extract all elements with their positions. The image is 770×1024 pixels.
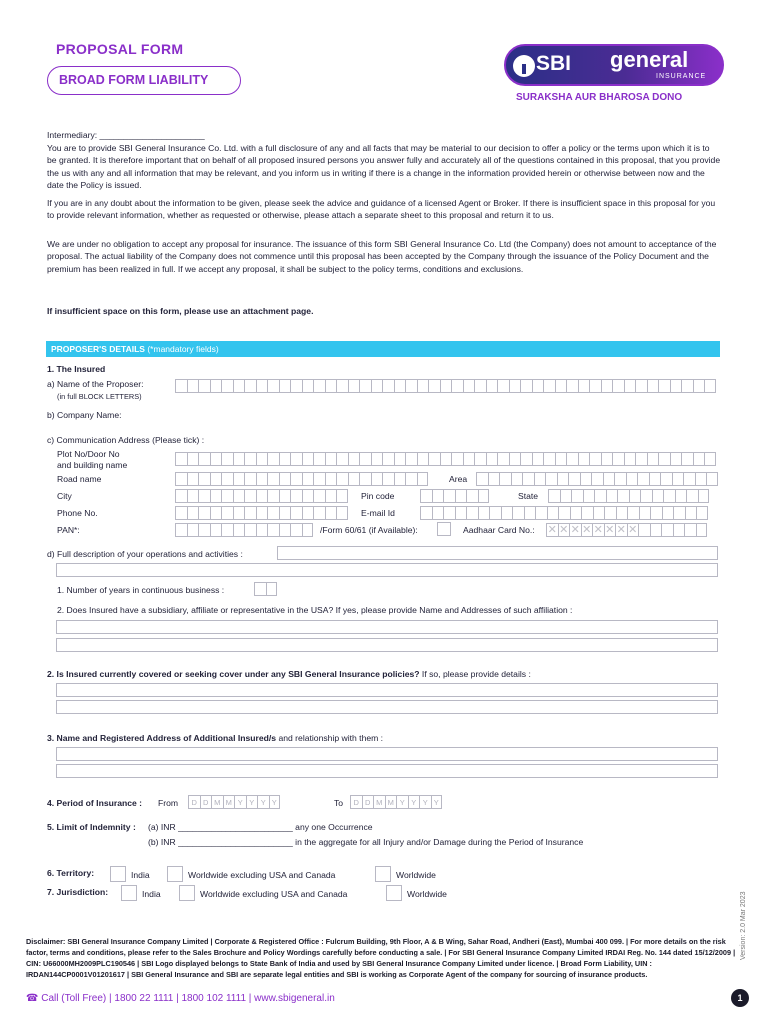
territory-label: 6. Territory:: [47, 868, 95, 878]
years-label: 1. Number of years in continuous business :: [57, 585, 225, 595]
q3-input-2[interactable]: [56, 764, 718, 778]
period-to-label: To: [334, 798, 344, 808]
form-title: PROPOSAL FORM: [56, 41, 184, 57]
area-cells[interactable]: [476, 472, 718, 486]
operations-input-1[interactable]: [277, 546, 718, 560]
territory-worldwide-checkbox[interactable]: [375, 866, 391, 882]
email-cells[interactable]: [420, 506, 708, 520]
intro-paragraph-3: We are under no obligation to accept any proposal for insurance. The issuance of this form SBI General Insurance Co. Ltd (the Company) does not amount to acceptance of the proposal. The actual liability of the Company does not commence until this proposal has been accepted by the Company through the issuance of the Policy Document and the premium has been realized in full. If we accept any proposal, it shall be subject to the policy terms, conditions and exclusions.: [47, 239, 717, 274]
email-label: E-mail Id: [361, 508, 395, 518]
operations-label: d) Full description of your operations and activities :: [47, 549, 243, 559]
aadhaar-cells[interactable]: ✕ ✕ ✕ ✕ ✕ ✕ ✕ ✕: [546, 523, 707, 537]
jurisdiction-label: 7. Jurisdiction:: [47, 887, 109, 897]
phone-cells[interactable]: [175, 506, 348, 520]
q2-input-2[interactable]: [56, 700, 718, 714]
pincode-cells[interactable]: [420, 489, 489, 503]
date-cell: M: [211, 795, 223, 809]
jurisdiction-worldwide-ex-checkbox[interactable]: [179, 885, 195, 901]
contact-line: [26, 993, 335, 1004]
q2-label: [47, 668, 531, 680]
date-cell: D: [362, 795, 374, 809]
period-from-cells[interactable]: [188, 795, 280, 809]
address-label: c) Communication Address (Please tick) :: [47, 435, 205, 445]
usa-affiliate-label: 2. Does Insured have a subsidiary, affiliate or representative in the USA? If yes, please provide Name and Addresses of such affiliation :: [57, 605, 573, 615]
aadhaar-label: Aadhaar Card No.:: [463, 525, 535, 535]
form60-label: /Form 60/61 (if Available):: [320, 525, 418, 535]
usa-affiliate-input-1[interactable]: [56, 620, 718, 634]
usa-affiliate-input-2[interactable]: [56, 638, 718, 652]
section-title: PROPOSER'S DETAILS: [51, 344, 145, 354]
date-cell: Y: [246, 795, 258, 809]
road-cells[interactable]: [175, 472, 428, 486]
q3-label-bold: 3. Name and Registered Address of Additional Insured/s: [47, 733, 277, 743]
sbi-general-logo: [504, 44, 724, 86]
disclaimer: Disclaimer: SBI General Insurance Company Limited | Corporate & Registered Office : Fulcrum Building, 9th Floor, A & B Wing, Sahar Road, Andheri (East), Mumbai 400 099. | For more details on the risk factor, terms and conditions, please refer to the Sales Brochure and Policy Wordings carefully before conducting a sale. | For SBI General Insurance Company Limited IRDAI Reg. No. 144 dated 15/12/2009 | CIN: U66000MH2009PLC190546 | SBI Logo displayed belongs to State Bank of India and used by SBI General Insurance Company Limited under licence. | Broad Form Liability, UIN : IRDAN144CP0001V01201617 | SBI General Insurance and SBI are separate legal entities and SBI is working as Corporate Agent of the company for sourcing of insurance products.: [26, 937, 736, 979]
operations-input-2[interactable]: [56, 563, 718, 577]
pincode-label: Pin code: [361, 491, 395, 501]
page-number: 1: [731, 989, 749, 1007]
q3-label-rest: and relationship with them :: [276, 733, 384, 743]
insured-heading: 1. The Insured: [47, 364, 106, 374]
state-label: State: [518, 491, 539, 501]
proposer-name-label: a) Name of the Proposer:: [47, 379, 144, 389]
phone-label: Phone No.: [57, 508, 98, 518]
proposer-name-hint: (in full BLOCK LETTERS): [57, 392, 142, 401]
city-label: City: [57, 491, 72, 501]
mandatory-note: (*mandatory fields): [147, 344, 219, 354]
proposer-details-band: [46, 341, 720, 357]
version-label: Version: 2.0 Mar 2023: [740, 891, 747, 960]
date-cell: Y: [234, 795, 246, 809]
sbi-logo-icon: [513, 55, 535, 77]
period-to-cells[interactable]: [350, 795, 442, 809]
plot-label: Plot No/Door No: [57, 449, 120, 459]
date-cell: M: [385, 795, 397, 809]
jurisdiction-india-checkbox[interactable]: [121, 885, 137, 901]
period-from-label: From: [158, 798, 179, 808]
territory-worldwide-ex-checkbox[interactable]: [167, 866, 183, 882]
plot-cells[interactable]: [175, 452, 716, 466]
q3-label: [47, 732, 383, 744]
territory-worldwide-ex-label: Worldwide excluding USA and Canada: [188, 870, 336, 880]
jurisdiction-worldwide-ex-label: Worldwide excluding USA and Canada: [200, 889, 348, 899]
q2-label-rest: If so, please provide details :: [419, 669, 531, 679]
pan-label: PAN*:: [57, 525, 80, 535]
intermediary-field: Intermediary: ______________________: [47, 130, 205, 140]
company-name-label: b) Company Name:: [47, 410, 122, 420]
indemnity-b: (b) INR ________________________ in the aggregate for all Injury and/or Damage during the Period of Insurance: [148, 837, 584, 847]
date-cell: Y: [396, 795, 408, 809]
q3-input-1[interactable]: [56, 747, 718, 761]
jurisdiction-worldwide-checkbox[interactable]: [386, 885, 402, 901]
intro-paragraph-1: You are to provide SBI General Insurance Co. Ltd. with a full disclosure of any and all facts that may be material to our decision to offer a policy or the terms upon which it is to be granted. It is therefore important that on behalf of all proposed insured persons you answer fully and accurately all of the questions contained in this proposal, that you provide the us with any and all information that may be relevant, and you inform us in writing if there is a change in the information provided herein or otherwise between now and the date the Policy is issued.: [47, 143, 721, 191]
area-label: Area: [449, 474, 468, 484]
logo-insurance-text: INSURANCE: [656, 73, 707, 80]
form60-checkbox[interactable]: [437, 522, 451, 536]
city-cells[interactable]: [175, 489, 348, 503]
date-cell: Y: [419, 795, 431, 809]
pan-cells[interactable]: [175, 523, 313, 537]
date-cell: D: [188, 795, 200, 809]
intro-paragraph-2: If you are in any doubt about the information to be given, please seek the advice and guidance of a licensed Agent or Broker. If there is insufficient space in this proposal for you to provide relevant information, whether as requested or otherwise, please attach a separate sheet to this proposal and return it to us.: [47, 198, 716, 221]
phone-icon: ☎: [26, 993, 42, 1004]
date-cell: M: [373, 795, 385, 809]
jurisdiction-india-label: India: [142, 889, 161, 899]
jurisdiction-worldwide-label: Worldwide: [407, 889, 447, 899]
territory-worldwide-label: Worldwide: [396, 870, 436, 880]
form-subtitle: BROAD FORM LIABILITY: [47, 66, 241, 95]
tagline: SURAKSHA AUR BHAROSA DONO: [516, 92, 683, 103]
date-cell: D: [350, 795, 362, 809]
logo-sbi-text: SBI: [536, 52, 572, 75]
q2-label-bold: 2. Is Insured currently covered or seeking cover under any SBI General Insurance policies?: [47, 669, 420, 679]
road-label: Road name: [57, 474, 102, 484]
indemnity-label: 5. Limit of Indemnity :: [47, 822, 136, 832]
date-cell: Y: [408, 795, 420, 809]
date-cell: M: [223, 795, 235, 809]
territory-india-label: India: [131, 870, 150, 880]
state-cells[interactable]: [548, 489, 709, 503]
territory-india-checkbox[interactable]: [110, 866, 126, 882]
attachment-note: If insufficient space on this form, please use an attachment page.: [47, 306, 314, 316]
date-cell: Y: [257, 795, 269, 809]
period-label: 4. Period of Insurance :: [47, 798, 143, 808]
date-cell: D: [200, 795, 212, 809]
contact-text: Call (Toll Free) | 1800 22 1111 | 1800 102 1111 | www.sbigeneral.in: [41, 993, 335, 1004]
indemnity-a: (a) INR ________________________ any one Occurrence: [148, 822, 373, 832]
proposer-name-cells[interactable]: [175, 379, 716, 393]
q2-input-1[interactable]: [56, 683, 718, 697]
building-label: and building name: [57, 460, 128, 470]
date-cell: Y: [431, 795, 443, 809]
years-cells[interactable]: [254, 582, 277, 596]
date-cell: Y: [269, 795, 281, 809]
logo-general-text: general: [610, 47, 689, 72]
